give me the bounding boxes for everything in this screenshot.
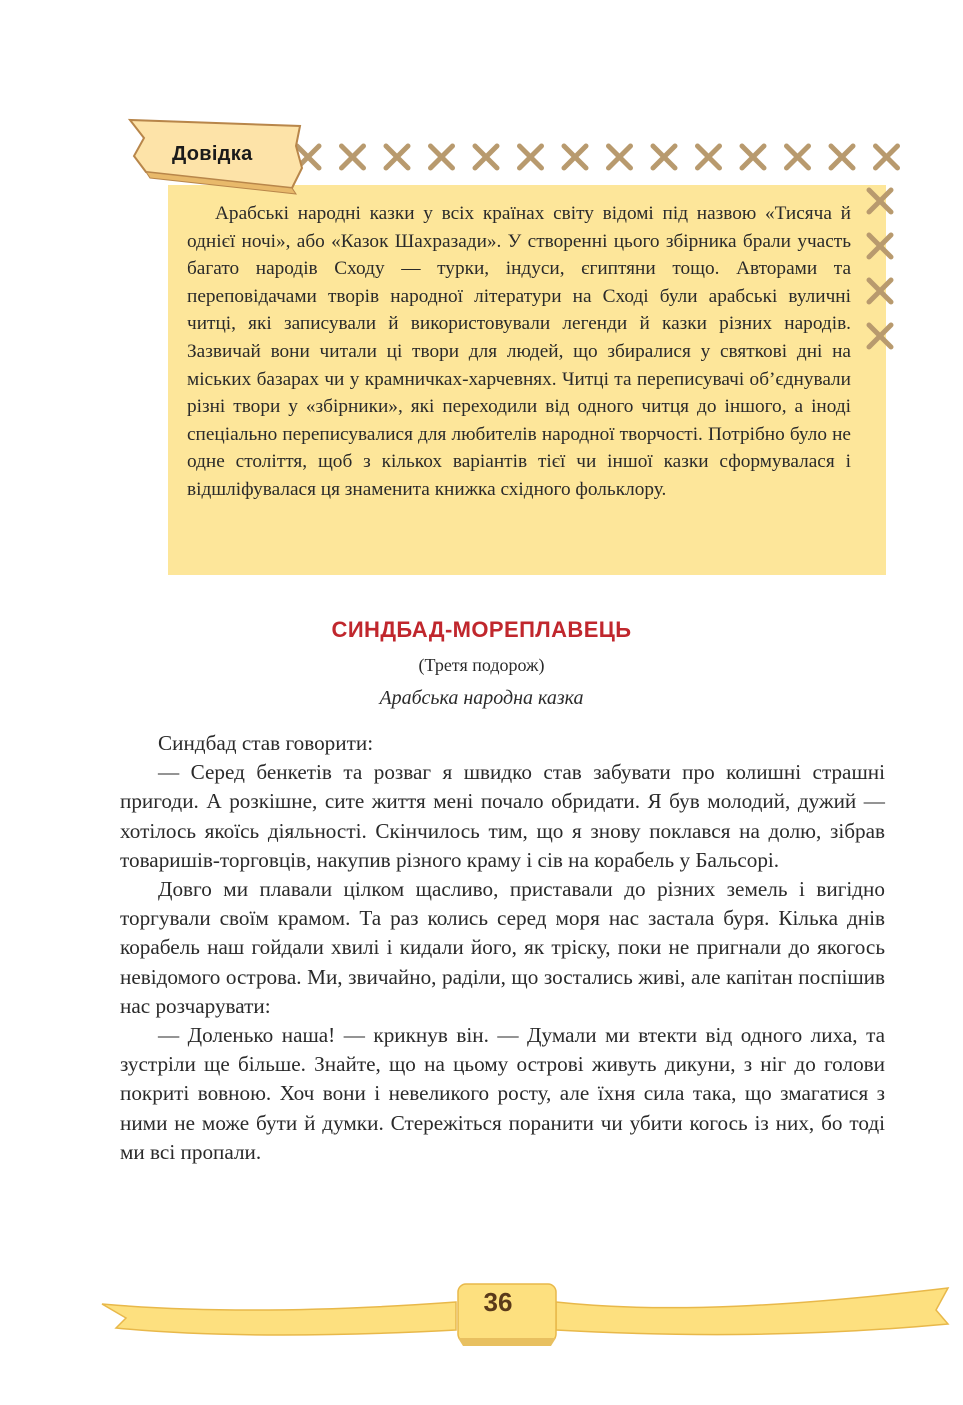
stitch-border-top: [290, 139, 900, 175]
story-genre: Арабська народна казка: [379, 687, 584, 709]
story-body: [120, 729, 885, 1167]
story-subtitle: (Третя подорож): [418, 655, 545, 675]
story-paragraph: Синдбад став говорити:: [158, 731, 374, 755]
story-paragraph: — Доленько наша! — крикнув він. — Думали ми втекти від одного лиха, та зустріли ще більше. Знайте, що на цьому острові живуть дикуни, з ніг до голови покриті вовною. Хоч вони і невеликого росту, але їхня сила така, що змагатися з ними не може бути й думки. Стережіться поранити чи убити когось із них, бо тоді ми всі пропали.: [120, 1023, 885, 1164]
reference-text: Арабські народні казки у всіх країнах світу відомі під назвою «Тисяча й однієї ночі», або «Казок Шахразади». У створенні цього збірника брали участь багато народів Сходу — турки, індуси, єгиптяни тощо. Авторами та переповідачами творів народної літератури на Сході були арабські вуличні читці, які записували й використовували легенди й казки різних народів. Зазвичай вони читали ці твори для людей, що збиралися у святкові дні на міських базарах чи у крамничках-харчевнях. Читці та переписувачі об’єднували різні твори у «збірники», які переходили від одного читця до іншого, а іноді спеціально переписувалися для любителів народної творчості. Потрібно було не одне століття, щоб з кількох варіантів тієї чи іншої казки сформувалася і відшліфувалася ця знаменита книжка східного фольклору.: [187, 203, 851, 500]
page-number: 36: [483, 1287, 513, 1317]
story-paragraph: Довго ми плавали цілком щасливо, приставали до різних земель і вигідно торгували своїм крамом. Та раз колись серед моря нас застала буря. Кілька днів корабель наш гойдали хвилі і кидали його, як тріску, поки не пригнали до якогось невідомого острова. Ми, звичайно, раділи, що зостались живі, але капітан поспішив нас розчарувати:: [120, 877, 885, 1018]
story-title: СИНДБАД-МОРЕПЛАВЕЦЬ: [331, 617, 632, 642]
story-paragraph: — Серед бенкетів та розваг я швидко став забувати про колишні страшні пригоди. А розкішне, сите життя мені почало обридати. Я був молодий, дужий — хотілось якоїсь діяльності. Скінчилось тим, що я знову поклався на долю, зібрав товаришів-торговців, накупив різного краму і сів на корабель у Бальсорі.: [120, 760, 885, 872]
stitch-border-side: [862, 183, 898, 353]
reference-label: Довідка: [172, 143, 253, 165]
